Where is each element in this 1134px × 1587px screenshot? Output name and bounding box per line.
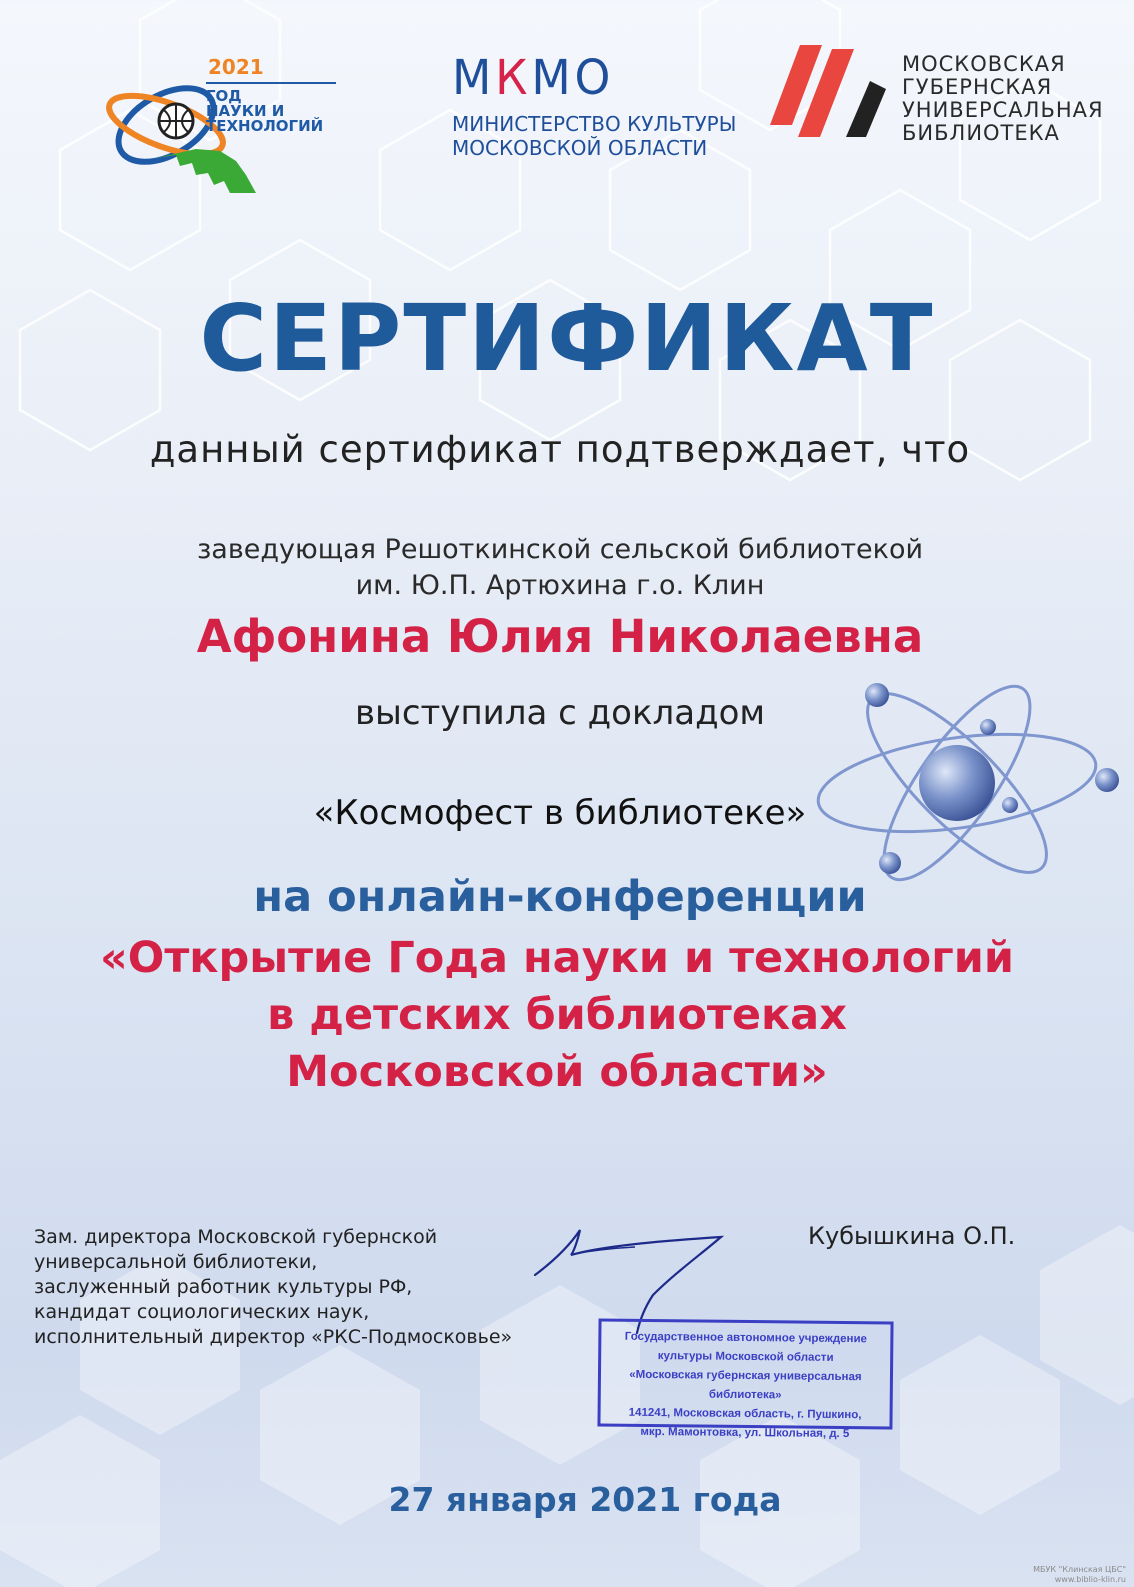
ministry-full-name [452, 112, 752, 160]
ministry-abbr-start: М [452, 50, 496, 106]
library-logo-line: ГУБЕРНСКАЯ [902, 75, 1053, 99]
handwritten-signature [525, 1215, 745, 1335]
watermark-footer [1033, 1565, 1126, 1585]
signer-title [34, 1225, 512, 1350]
ministry-name-line: МИНИСТЕРСТВО КУЛЬТУРЫ [452, 112, 737, 136]
stamp-line: «Московская губернская универсальная библиотека» [629, 1368, 862, 1402]
conference-name-line: «Открытие Года науки и технологий [100, 933, 1014, 983]
library-logo [770, 45, 1104, 155]
library-logo-line: БИБЛИОТЕКА [902, 121, 1060, 145]
logo-year: 2021 [208, 55, 264, 79]
footer-line: www.biblio-klin.ru [1054, 1575, 1126, 1584]
stamp-line: 141241, Московская область, г. Пушкино, [628, 1406, 862, 1422]
logo-word: НАУКИ И [206, 102, 285, 120]
position-line: заведующая Решоткинской сельской библиотекой [196, 534, 924, 565]
ministry-abbreviation [452, 48, 737, 108]
report-title: «Космофест в библиотеке» [313, 793, 807, 833]
ministry-abbr-k: К [495, 50, 532, 106]
signer-title-line: Зам. директора Московской губернской [34, 1226, 438, 1248]
ministry-logo [452, 48, 752, 168]
footer-line: МБУК "Клинская ЦБС" [1033, 1565, 1126, 1574]
ministry-abbr-end: МО [531, 50, 615, 106]
logo-word: ТЕХНОЛОГИЙ [206, 117, 324, 135]
signer-title-line: исполнительный директор «РКС-Подмосковье» [34, 1326, 513, 1348]
library-logo-line: УНИВЕРСАЛЬНАЯ [902, 98, 1104, 122]
stamp-line: мкр. Мамонтовка, ул. Школьная, д. 5 [640, 1425, 850, 1441]
conference-name [0, 930, 1114, 1101]
signer-title-line: кандидат социологических наук, [34, 1301, 370, 1323]
stamp-line: Государственное автономное учреждение [624, 1330, 868, 1346]
logo-word: ГОД [206, 87, 242, 105]
library-logo-text [902, 53, 1104, 145]
year-of-science-logo [96, 55, 346, 195]
stamp-line: культуры Московской области [657, 1350, 834, 1364]
conference-name-line: в детских библиотеках [267, 990, 847, 1040]
atom-icon [812, 675, 1127, 890]
conference-label: на онлайн-конференции [253, 872, 867, 922]
signer-title-line: заслуженный работник культуры РФ, [34, 1276, 413, 1298]
recipient-name: Афонина Юлия Николаевна [196, 610, 924, 663]
certificate-date: 27 января 2021 года [388, 1480, 782, 1519]
action-text: выступила с докладом [354, 693, 766, 733]
logo-divider [206, 82, 336, 84]
position-line: им. Ю.П. Артюхина г.о. Клин [355, 570, 765, 601]
signer-name: Кубышкина О.П. [808, 1222, 1016, 1250]
recipient-position [0, 532, 1120, 604]
ministry-name-line: МОСКОВСКОЙ ОБЛАСТИ [452, 136, 708, 160]
library-logo-line: МОСКОВСКАЯ [902, 52, 1066, 76]
library-stripes-icon [770, 45, 895, 145]
signer-title-line: универсальной библиотеки, [34, 1251, 318, 1273]
logo-caption [206, 89, 346, 134]
organization-stamp [597, 1318, 893, 1441]
confirm-text: данный сертификат подтверждает, что [149, 428, 971, 471]
conference-name-line: Московской области» [286, 1047, 828, 1097]
certificate-title: СЕРТИФИКАТ [199, 285, 935, 392]
